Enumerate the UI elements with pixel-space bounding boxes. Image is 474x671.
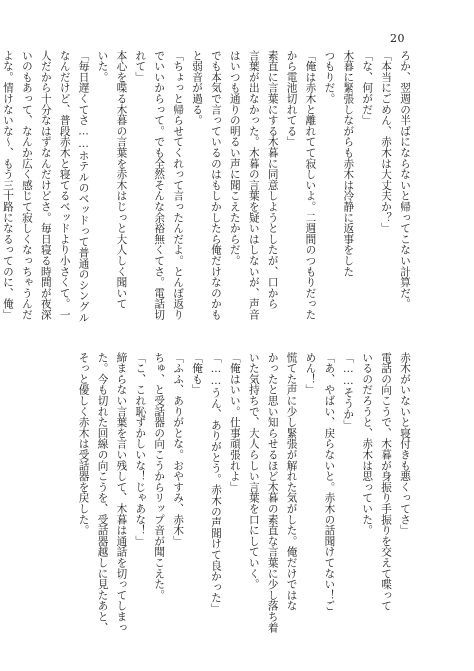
text-line: 「こ、これ恥ずかしいな！じゃあな！」 (134, 352, 147, 547)
text-line: 素直に言葉にする木暮に同意しようとしたが、口から (266, 50, 279, 310)
text-line: た。今も切れた回線の向こうを、受話器越しに見たあと、 (96, 352, 109, 633)
text-line: いた。 (96, 50, 109, 83)
text-line: から電池切れてる」 (285, 50, 298, 148)
text-line: れて」 (134, 50, 147, 83)
text-line: 締まらない言葉を言い残して、木暮は通話を切ってしまっ (115, 352, 128, 633)
text-line: でも本気で言っているのはもしかしたら俺だけなのかも (209, 50, 222, 320)
text-line: 「な、何がだ」 (361, 50, 374, 126)
text-line: 「……うん、ありがとう。赤木の声聞けて良かった」 (209, 352, 222, 614)
upper-text-block (1, 50, 414, 335)
text-line: そっと優しく赤木は受話器を戻した。 (77, 352, 90, 536)
page-number: 20 (390, 32, 405, 45)
text-line: 「俺も」 (191, 352, 204, 396)
text-line: 電話の向こうで、木暮が身振り手振りを交えて喋って (380, 352, 393, 612)
lower-text-block (69, 352, 414, 632)
text-line: つもりだ。 (323, 50, 336, 104)
text-line: 「俺はいい。仕事頑張れよ」 (228, 352, 241, 493)
text-line: でいいからって。でも全然そんな余裕無くてさ。電話切 (153, 50, 166, 320)
text-line: よな。情けないな〜、もう三十路になるってのに、俺」 (1, 50, 14, 320)
text-line: 言葉が出なかった。木暮の言葉を疑いはしないが、声音 (247, 50, 260, 320)
text-line: いのもあって、なんか広く感じて寂しくなっちゃうんだ (20, 50, 33, 320)
text-line: 「あ、やばい、戻らないと。赤木の話聞けてない！ご (323, 352, 336, 612)
text-line: はいつも通りの明るい声に聞こえたからだ。 (228, 50, 241, 266)
text-line: 「本当にごめん、赤木は大丈夫か？」 (380, 50, 393, 234)
text-line: 本心を喋る木暮の言葉を赤木はじっと大人しく聞いて (115, 50, 128, 310)
text-line: いるのだろうと、赤木は思っていた。 (361, 352, 374, 536)
text-line: 「……そうか」 (342, 352, 355, 431)
text-line: 赤木がいないと寝付きも悪くってさ」 (399, 352, 411, 536)
text-line: 木暮に緊張しながらも赤木は冷静に返事をした (342, 50, 355, 277)
text-line: 「毎日遅くてさ……ホテルのベッドって普通のシングル (77, 50, 90, 323)
text-line: ろか、翌週の半ばにならないと帰ってこない計算だ。 (399, 50, 411, 310)
text-line: 慌てた声に少し緊張が解れた気がした。俺だけではな (285, 352, 298, 612)
text-line: いた気持ちで、大人らしい言葉を口にしていく。 (247, 352, 260, 590)
text-line: 人だから十分なはずなんだけどさ。毎日寝る時間が夜深 (39, 50, 52, 320)
text-line: 「ちょっと帰らせてくれって言ったんだよ。とんぼ返り (172, 50, 185, 320)
text-line: ちゅ、と受話器の向こうからリップ音が聞こえた。 (153, 352, 166, 601)
text-line: と弱音が過る。 (191, 50, 204, 126)
text-line: 「俺は赤木と離れてて寂しいよ。二週間のつもりだった (304, 50, 317, 320)
text-line: なんだけど、普段赤木と寝てるベッドより小さくて。一 (58, 50, 71, 320)
text-line: 「ふふ、ありがとな。おやすみ、赤木」 (172, 352, 185, 547)
text-line: かったと思い知らせるほど木暮の素直な言葉に少し落ち着 (266, 352, 279, 633)
text-line: めん！」 (304, 352, 317, 396)
